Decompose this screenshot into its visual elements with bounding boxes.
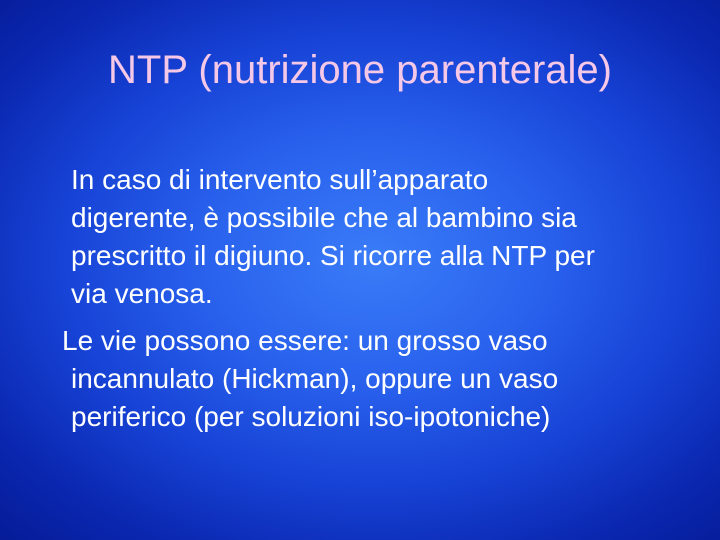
text-line: via venosa. <box>71 278 213 309</box>
slide-title: NTP (nutrizione parenterale) <box>108 48 612 92</box>
text-line: Le vie possono essere: un grosso vaso <box>62 325 548 356</box>
text-line: In caso di intervento sull’apparato <box>71 164 489 195</box>
text-line: incannulato (Hickman), oppure un vaso <box>71 363 559 394</box>
text-line: prescritto il digiuno. Si ricorre alla NTP per <box>71 240 595 271</box>
text-line: digerente, è possibile che al bambino sia <box>71 202 577 233</box>
text-line: periferico (per soluzioni iso-ipotoniche) <box>71 401 551 432</box>
